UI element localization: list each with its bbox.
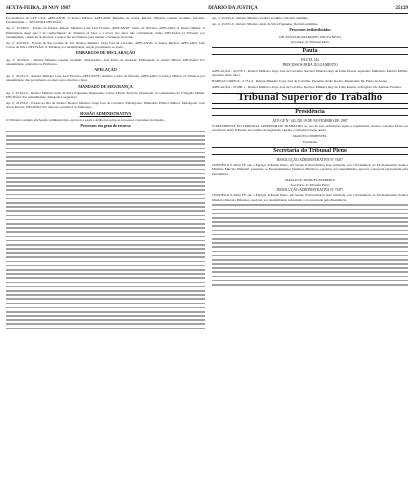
text-lines-placeholder (6, 131, 205, 329)
text-block: O Tribunal, reunido em Sessão Administrativa, aprovou a pauta e deliberou sobre os processos constantes da mesma. (6, 117, 165, 122)
resolucao-title: RESOLUÇÃO ADMINISTRATIVA Nº 74/87 (276, 158, 344, 163)
section-heading: Processos redistribuídos (289, 27, 331, 33)
pauta-subtitle: PROCESSOS PARA JULGAMENTO (282, 63, 338, 68)
section-heading: MANDADO DE SEGURANÇA (78, 83, 133, 89)
section-heading: APELAÇÃO (94, 67, 117, 73)
text-lines-placeholder (212, 204, 408, 285)
court-title: Tribunal Superior do Trabalho (212, 93, 408, 103)
ato-text: O PRESIDENTE DO TRIBUNAL SUPERIOR DO TRABALHO, no uso de suas atribuições legais e regimentais, resolve conceder férias aos servidores deste Tribunal, nos termos da legislação vigente, conforme relação anexa. (212, 124, 408, 133)
section-heading: EMBARGOS DE DECLARAÇÃO (75, 50, 136, 56)
presidencia-heading: Presidência (212, 108, 408, 116)
signature-name: DR. EUVALDO MARQUES SOUZA NETO (279, 34, 341, 39)
resolucao-title: RESOLUÇÃO ADMINISTRATIVA Nº 75/87 (276, 188, 344, 193)
signature-role: Secretário do Tribunal Pleno (290, 183, 330, 188)
header-page-number: 25129 (395, 5, 408, 11)
text-block: Ap. nº 45.054-0 - Relator Ministro Gualter Godinho. Decisão unânime. (212, 16, 309, 20)
text-block: Ap. nº 45.053-0 - Estado do Rio de Janeiro. Relator Ministro Jorge José de Carvalho. Embargante: Ministério Público Militar. Embargado: José Alves Pereira. DECISÃO: Por maioria, recebidos os Embargos. (6, 101, 205, 110)
page-header (6, 3, 408, 14)
ato-title: ATO GP Nº 143, DE 19 DE NOVEMBRO DE 1987 (272, 118, 348, 123)
signature-name: MÁRCIO R. MURGEL FERREIRA (285, 177, 335, 182)
resolucao-text: CERTIFICO E DOU FÉ que o Egrégio Tribunal Pleno, em Sessão Extraordinária hoje realizada, sob a Presidência do Excelentíssimo Senhor Ministro Marcelo Pimentel, presentes os Excelentíssimos Senhores Ministros, resolveu, por unanimidade, aprovar a proposta apresentada pela Presidência. (212, 163, 408, 176)
text-block: Ap. nº 45.048-0 - Estado do Paraná. Relator Ministro Luiz Leal Ferreira. APELANTE: Vanio de Oliveira. APELADO: A Justiça Militar. A Embargante alega que é de conhecimento do Tribunal os fatos e a prova dos autos não constituindo crime. DECISÃO: O Tribunal, por unanimidade, conheceu do Recurso e negou-lhe provimento para manter a Sentença recorrida. (6, 26, 205, 39)
text-block: Ap. nº 45.050-0 - Relator Ministro Gualter Godinho. Embargante: José Paulo de Andrade. Embargada: A Justiça Militar. DECISÃO: Por unanimidade, rejeitados os Embargos. (6, 57, 205, 66)
pauta-number: PAUTA 144 (301, 58, 319, 63)
pauta-heading: Pauta (212, 47, 408, 55)
right-column (212, 16, 408, 288)
signature-name: MARCELO PIMENTEL (292, 134, 328, 139)
signature-role: Secretário do Tribunal Pleno (290, 39, 330, 44)
section-heading: Processos em grau de recurso (80, 123, 131, 129)
text-block: Ap. nº 45.049-0 - Estado do Rio Grande do Sul. Relator Ministro Jorge José de Carvalho. APELANTE: A Justiça Pública. APELADO: João Carlos da Silva. DECISÃO: O Tribunal, por unanimidade, negou provimento ao apelo. (6, 41, 205, 50)
text-block: Ap. nº 45.055-0 - Relator Ministro Aldo da Silva Fagundes. Decisão unânime. (212, 22, 319, 27)
left-column (6, 16, 205, 332)
header-date: SEXTA-FEIRA, 20 NOV 1987 (6, 5, 71, 11)
resolucao-text: CERTIFICO E DOU FÉ que o Egrégio Tribunal Pleno, em Sessão Extraordinária hoje realizada, sob a Presidência do Excelentíssimo Senhor Ministro Marcelo Pimentel, resolveu, por unanimidade, referendar o ato praticado pela Presidência. (212, 193, 408, 202)
signature-role: Presidente (302, 139, 318, 144)
pauta-item: HABEAS CORPUS - 5.751-4 - Relator Ministro Jorge José de Carvalho. Paciente: Pedro Rocha. Impetrante: Dr. Paulo de Souza. (212, 79, 388, 84)
text-block: Ap. nº 45.051-0 - Relator Ministro Luiz Leal Ferreira. APELANTE: Antônio Carlos de Oliveira. APELADO: A Justiça Militar. O Tribunal, por unanimidade, deu provimento ao apelo para absolver o Réu. (6, 74, 205, 83)
section-heading: SESSÃO ADMINISTRATIVA (79, 110, 132, 116)
header-publication: DIÁRIO DA JUSTIÇA (208, 5, 258, 11)
text-block: Ex-Auditores de CTE CUA. APELANTE: A Justiça Pública. APELADO: Benedito de Souza. Relator: Ministro Gualter Godinho. Decisão: Unanimidade — SEGUNDA DECISÃO. (6, 16, 205, 25)
pleno-heading: Secretaria do Tribunal Pleno (212, 147, 408, 155)
pauta-item: APELAÇÃO - 45.080-1 - Relator Ministro Jorge José de Carvalho. Revisor Ministro Ruy de Lima Pessôa. Advogado: Dr. Antônio Ferreira. (212, 85, 402, 90)
pauta-item: APELAÇÃO - 45.079-3 - Relator Ministro Jorge José de Carvalho. Revisor Ministro Ruy de Lima Pessôa. Apelante: Ministério Público Militar. Apelado: Aldo Silva. (212, 68, 408, 77)
text-block: Ap. nº 45.052-0 - Relator Ministro Aldo da Silva Fagundes. Impetrante: Carlos Alberto Ferreira. Impetrado: O Comandante da 3ª Região Militar. DECISÃO: Por unanimidade, denegada a segurança. (6, 90, 205, 100)
